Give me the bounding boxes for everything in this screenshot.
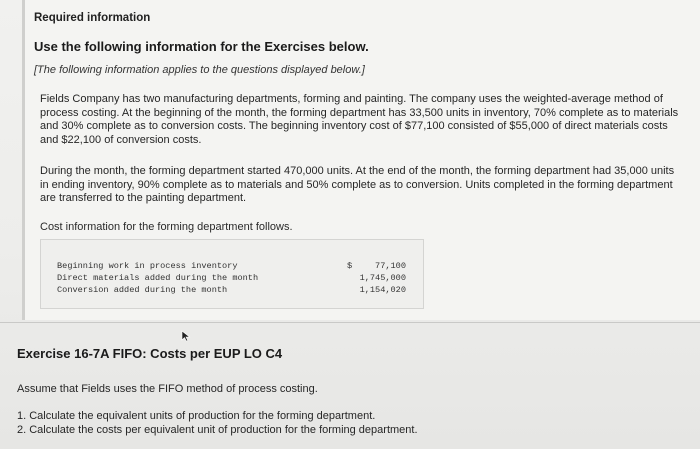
mouse-cursor-icon: [181, 330, 191, 342]
exercise-title: Exercise 16-7A FIFO: Costs per EUP LO C4: [17, 346, 283, 361]
table-row: [41, 273, 423, 285]
cost-table: [40, 239, 424, 309]
row-label: Conversion added during the month: [57, 285, 228, 295]
table-row: [41, 261, 423, 273]
fifo-assumption-text: Assume that Fields uses the FIFO method of process costing.: [17, 383, 318, 395]
row-label: Beginning work in process inventory: [57, 261, 238, 271]
use-following-heading: Use the following information for the Exercises below.: [34, 39, 369, 54]
company-description-paragraph: Fields Company has two manufacturing departments, forming and painting. The company uses the weighted-average method of process costing. At the beginning of the month, the forming department has 33,500 units in inventory, 70% complete as to materials and 30% complete as to conversion costs. The beginning inventory cost of $77,100 consisted of $55,000 of direct materials costs and $22,100 of conversion costs.: [40, 93, 679, 146]
task-1-text: 1. Calculate the equivalent units of production for the forming department.: [17, 410, 376, 422]
required-information-heading: Required information: [34, 12, 151, 24]
row-amount: 1,154,020: [359, 285, 406, 295]
row-label: Direct materials added during the month: [57, 273, 259, 283]
applies-note: [The following information applies to the questions displayed below.]: [34, 64, 365, 76]
currency-symbol: $: [347, 261, 353, 271]
cost-info-heading: Cost information for the forming department follows.: [40, 221, 293, 233]
task-2-text: 2. Calculate the costs per equivalent unit of production for the forming department.: [17, 424, 418, 436]
section-divider: [0, 322, 700, 323]
row-amount: 1,745,000: [359, 273, 406, 283]
month-activity-paragraph: During the month, the forming department started 470,000 units. At the end of the month, the forming department had 35,000 units in ending inventory, 90% complete as to materials and 50% complete as to conversion. Units completed in the forming department are transferred to the painting department.: [40, 165, 675, 205]
table-row: [41, 285, 423, 297]
row-amount: 77,100: [375, 261, 406, 271]
